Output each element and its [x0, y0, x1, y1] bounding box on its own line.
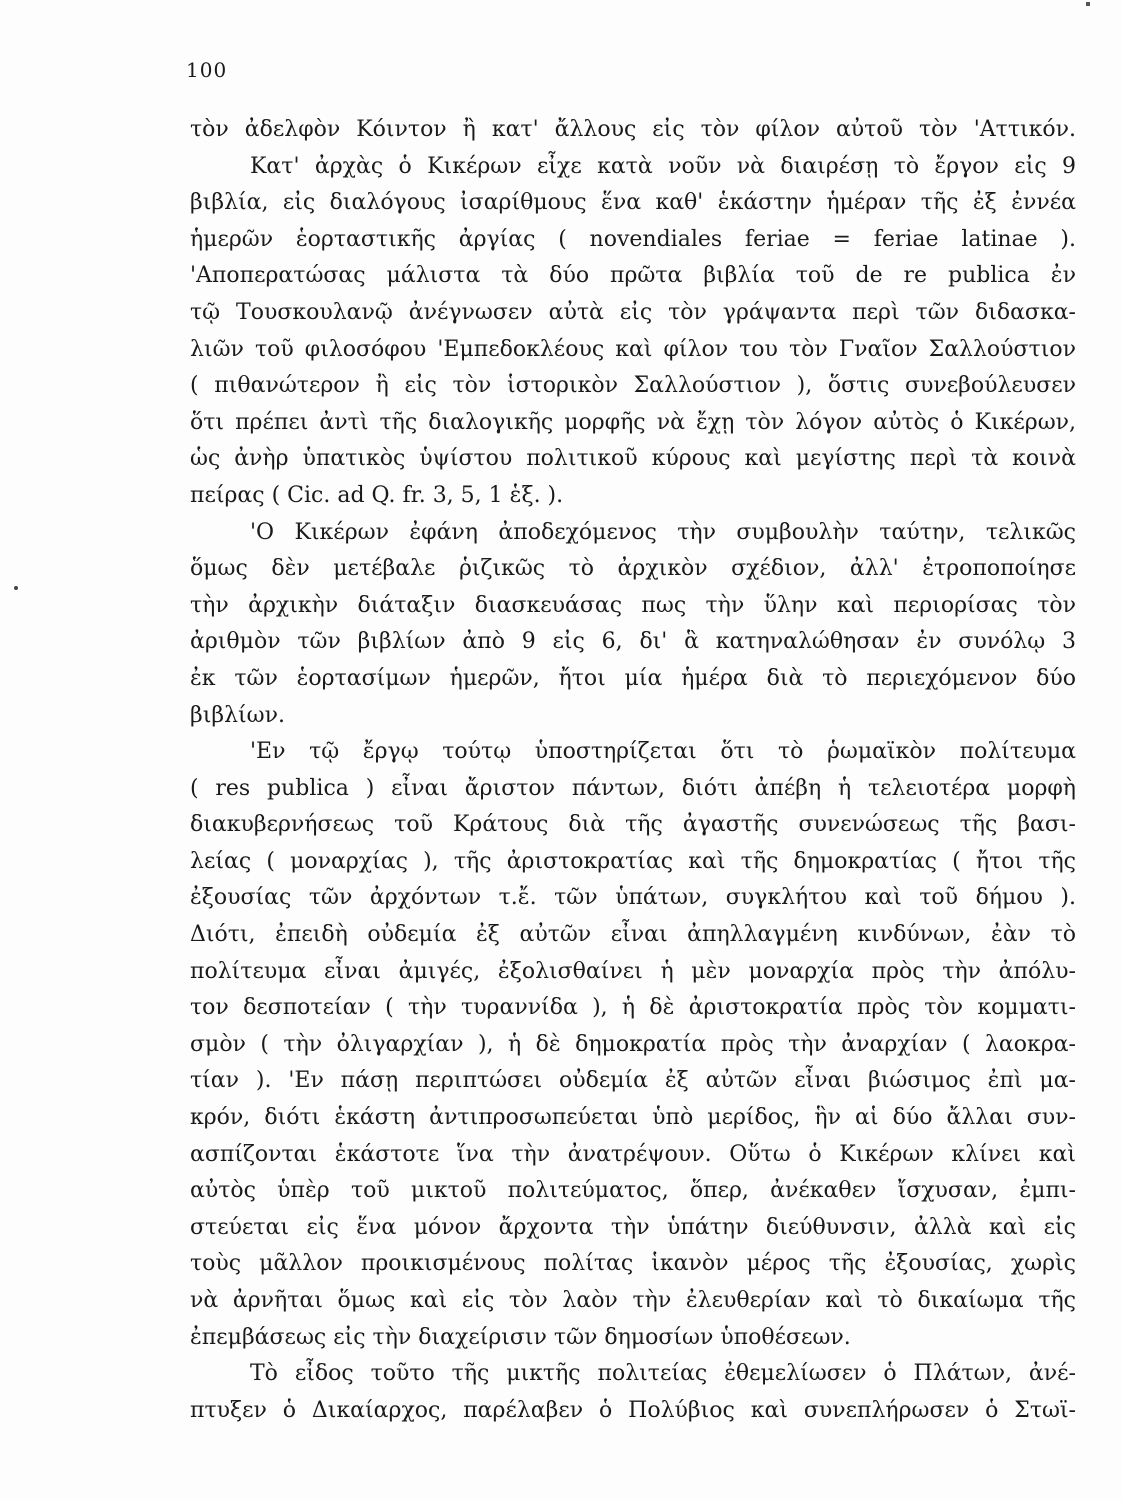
text-line: 'Αποπερατώσας μάλιστα τὰ δύο πρῶτα βιβλία τοῦ de re publica ἐν: [190, 263, 1076, 289]
text-line: Κατ' ἀρχὰς ὁ Κικέρων εἶχε κατὰ νοῦν νὰ διαιρέσῃ τὸ ἔργον εἰς 9: [250, 153, 1076, 179]
text-line: βιβλία, εἰς διαλόγους ἰσαρίθμους ἕνα καθ' ἑκάστην ἡμέραν τῆς ἐξ ἐννέα: [190, 190, 1076, 216]
text-line: τὸν ἀδελφὸν Κόιντον ἢ κατ' ἄλλους εἰς τὸν φίλον αὐτοῦ τὸν 'Αττικόν.: [190, 117, 1076, 142]
text-line: πείρας ( Cic. ad Q. fr. 3, 5, 1 ἑξ. ).: [190, 482, 564, 508]
text-line: διακυβερνήσεως τοῦ Κράτους διὰ τῆς ἀγαστῆς συνενώσεως τῆς βασι-: [190, 812, 1076, 838]
text-line: Διότι, ἐπειδὴ οὐδεμία ἐξ αὐτῶν εἶναι ἀπηλλαγμένη κινδύνων, ἐὰν τὸ: [190, 922, 1076, 948]
text-line: πολίτευμα εἶναι ἀμιγές, ἐξολισθαίνει ἡ μὲν μοναρχία πρὸς τὴν ἀπόλυ-: [190, 958, 1076, 984]
text-line: 'Εν τῷ ἔργῳ τούτῳ ὑποστηρίζεται ὅτι τὸ ῥωμαϊκὸν πολίτευμα: [250, 739, 1076, 765]
text-line: ( πιθανώτερον ἢ εἰς τὸν ἱστορικὸν Σαλλούστιον ), ὅστις συνεβούλευσεν: [190, 373, 1076, 399]
text-line: ἀριθμὸν τῶν βιβλίων ἀπὸ 9 εἰς 6, δι' ἃ κατηναλώθησαν ἐν συνόλῳ 3: [190, 629, 1076, 655]
text-line: ἡμερῶν ἑορταστικῆς ἀργίας ( novendiales feriae = feriae latinae ).: [190, 226, 1076, 252]
text-line: νὰ ἀρνῆται ὅμως καὶ εἰς τὸν λαὸν τὴν ἐλευθερίαν καὶ τὸ δικαίωμα τῆς: [190, 1288, 1076, 1313]
text-line: ἐκ τῶν ἑορτασίμων ἡμερῶν, ἤτοι μία ἡμέρα διὰ τὸ περιεχόμενον δύο: [190, 665, 1076, 691]
text-line: 'Ο Κικέρων ἐφάνη ἀποδεχόμενος τὴν συμβουλὴν ταύτην, τελικῶς: [250, 519, 1076, 545]
text-line: βιβλίων.: [190, 702, 285, 728]
text-line: ἐπεμβάσεως εἰς τὴν διαχείρισιν τῶν δημοσίων ὑποθέσεων.: [190, 1324, 851, 1350]
body-text: [190, 112, 1076, 1429]
text-line: ὅτι πρέπει ἀντὶ τῆς διαλογικῆς μορφῆς νὰ ἔχῃ τὸν λόγον αὐτὸς ὁ Κικέρων,: [190, 409, 1076, 435]
text-line: αὐτὸς ὑπὲρ τοῦ μικτοῦ πολιτεύματος, ὅπερ, ἀνέκαθεν ἴσχυσαν, ἐμπι-: [190, 1178, 1076, 1204]
text-line: ασπίζονται ἑκάστοτε ἵνα τὴν ἀνατρέψουν. Οὕτω ὁ Κικέρων κλίνει καὶ: [190, 1141, 1076, 1167]
text-line: λιῶν τοῦ φιλοσόφου 'Εμπεδοκλέους καὶ φίλον του τὸν Γναῖον Σαλλούστιον: [190, 336, 1076, 362]
page-number: 100: [186, 58, 228, 82]
scan-speck: [1086, 2, 1090, 6]
text-line: ( res publica ) εἶναι ἄριστον πάντων, διότι ἀπέβη ἡ τελειοτέρα μορφὴ: [190, 775, 1076, 801]
text-line: πτυξεν ὁ Δικαίαρχος, παρέλαβεν ὁ Πολύβιος καὶ συνεπλήρωσεν ὁ Στωϊ-: [190, 1397, 1076, 1423]
text-line: ἐξουσίας τῶν ἀρχόντων τ.ἔ. τῶν ὑπάτων, συγκλήτου καὶ τοῦ δήμου ).: [190, 885, 1076, 911]
text-line: κρόν, διότι ἑκάστη ἀντιπροσωπεύεται ὑπὸ μερίδος, ἣν αἱ δύο ἄλλαι συν-: [190, 1105, 1076, 1131]
text-line: ὅμως δὲν μετέβαλε ῥιζικῶς τὸ ἀρχικὸν σχέδιον, ἀλλ' ἐτροποποίησε: [190, 556, 1076, 582]
text-line: τον δεσποτείαν ( τὴν τυραννίδα ), ἡ δὲ ἀριστοκρατία πρὸς τὸν κομματι-: [190, 995, 1076, 1021]
text-line: τοὺς μᾶλλον προικισμένους πολίτας ἱκανὸν μέρος τῆς ἐξουσίας, χωρὶς: [190, 1251, 1076, 1277]
text-line: σμὸν ( τὴν ὀλιγαρχίαν ), ἡ δὲ δημοκρατία πρὸς τὴν ἀναρχίαν ( λαοκρα-: [190, 1031, 1076, 1057]
text-line: στεύεται εἰς ἕνα μόνον ἄρχοντα τὴν ὑπάτην διεύθυνσιν, ἀλλὰ καὶ εἰς: [190, 1214, 1076, 1240]
text-line: τὴν ἀρχικὴν διάταξιν διασκευάσας πως τὴν ὕλην καὶ περιορίσας τὸν: [190, 592, 1076, 618]
text-line: λείας ( μοναρχίας ), τῆς ἀριστοκρατίας καὶ τῆς δημοκρατίας ( ἤτοι τῆς: [190, 848, 1076, 874]
text-line: ὡς ἀνὴρ ὑπατικὸς ὑψίστου πολιτικοῦ κύρους καὶ μεγίστης περὶ τὰ κοινὰ: [190, 446, 1076, 472]
text-line: τίαν ). 'Εν πάσῃ περιπτώσει οὐδεμία ἐξ αὐτῶν εἶναι βιώσιμος ἐπὶ μα-: [190, 1068, 1076, 1094]
text-line: Τὸ εἶδος τοῦτο τῆς μικτῆς πολιτείας ἐθεμελίωσεν ὁ Πλάτων, ἀνέ-: [250, 1361, 1076, 1387]
margin-dot: [14, 586, 18, 590]
text-line: τῷ Τουσκουλανῷ ἀνέγνωσεν αὐτὰ εἰς τὸν γράψαντα περὶ τῶν διδασκα-: [190, 299, 1076, 325]
